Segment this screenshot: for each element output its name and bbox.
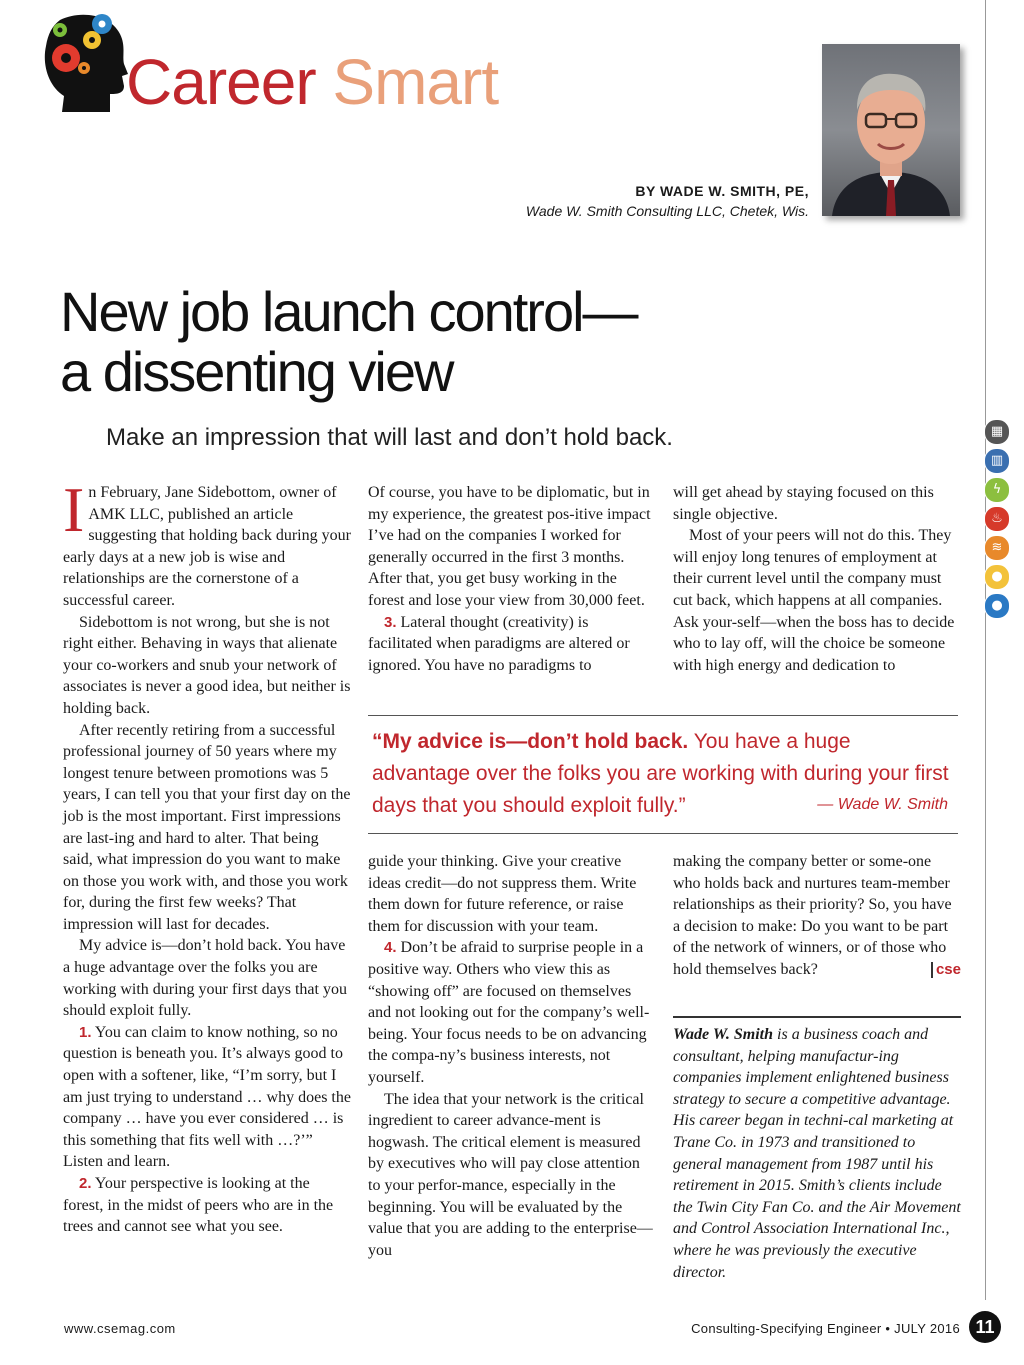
paragraph: In February, Jane Sidebottom, owner of AMK LLC, published an article suggesting that holding back during your early days at a new job is wise and relationships are the cornerstone of a successful career. (63, 474, 351, 609)
heat-waves-icon[interactable]: ≋ (984, 535, 1010, 561)
department-title (126, 46, 499, 118)
head-gears-logo-icon (40, 12, 128, 114)
author-name: BY WADE W. SMITH, PE, (635, 183, 809, 199)
building-icon[interactable]: ▥ (984, 448, 1010, 474)
page-edge-rule (985, 0, 986, 1300)
department-word-2: Smart (332, 46, 499, 118)
footer-website[interactable]: www.csemag.com (64, 1321, 176, 1336)
pull-quote-lead: “My advice is—don’t hold back. (372, 730, 689, 753)
article-column-1 (63, 474, 351, 1238)
section-tabs (984, 419, 1010, 622)
water-drop-icon[interactable]: ● (984, 593, 1010, 619)
article-column-3-bottom (673, 851, 961, 981)
paragraph: Of course, you have to be diplomatic, but in my experience, the greatest pos-itive impact I’ve had on the companies I worked for generally occurred in the first 3 months. After that, you get busy working in the forest and lose your view from 30,000 feet. (368, 484, 651, 609)
pull-quote-text: You have a huge advantage over the folks you are working with during your first days that you should exploit fully.” (372, 730, 949, 817)
article-column-2-bottom (368, 851, 656, 1261)
paragraph: Sidebottom is not wrong, but she is not right either. Behaving in ways that alienate your co-workers and snub your network of associates is never a good idea, but neither is holding back. (63, 613, 351, 717)
paragraph: 2. Your perspective is looking at the forest, in the midst of peers who are in the trees and cannot see what you see. (63, 1175, 334, 1236)
byline (526, 183, 809, 219)
cse-end-mark: cse (931, 962, 961, 978)
author-photo (822, 44, 960, 216)
bio-text: is a business coach and consultant, helping manufactur-ing companies implement enlightened business strategy to secure a competitive advantage. His career began in techni-cal marketing at Trane Co. in 1973 and transitioned to general management from 1987 until his retirement in 2015. Smith’s clients include the Twin City Fan Co. and the Air Movement and Control Association International Inc., where he was previously the executive director. (673, 1026, 961, 1281)
article-column-2-top (368, 482, 656, 676)
paragraph: 4. Don’t be afraid to surprise people in a positive way. Others who view this as “showing off” are focused on themselves and not looking out for the company’s well-being. Your focus needs to be on advancing the compa-ny’s business interests, not yourself. (368, 939, 650, 1086)
calculator-icon[interactable]: ▦ (984, 419, 1010, 445)
bio-author-name: Wade W. Smith (673, 1026, 774, 1043)
author-affiliation: Wade W. Smith Consulting LLC, Chetek, Wis. (525, 203, 809, 219)
article-deck: Make an impression that will last and don’t hold back. (106, 424, 673, 451)
flame-icon[interactable]: ♨ (984, 506, 1010, 532)
lightbulb-icon[interactable]: ● (984, 564, 1010, 590)
pull-quote (368, 715, 958, 834)
paragraph: The idea that your network is the critical ingredient to career advance-ment is hogwash. The critical element is measured by executives who will pay close attention to your perfor-mance, especially in the beginning. You will be evaluated by the value that you are adding to the enterprise—you (368, 1090, 653, 1259)
author-bio (673, 1016, 961, 1283)
list-number: 2. (79, 1175, 92, 1192)
page-number: 11 (969, 1311, 1001, 1343)
paragraph: guide your thinking. Give your creative ideas credit—do not suppress them. Write them down for future reference, or raise them for discussion with your team. (368, 853, 637, 935)
paragraph: After recently retiring from a successful professional journey of 50 years where my longest tenure between promotions was 5 years, I can tell you that your first day on the job is the most important. First impressions are last-ing and hard to alter. That being said, what impression do you want to make on those you work with, and those you work for, during the first few weeks? That impression will last for decades. (63, 721, 351, 933)
lightning-icon[interactable]: ϟ (984, 477, 1010, 503)
paragraph: My advice is—don’t hold back. You have a huge advantage over the folks you are working with during your first days that you should exploit fully. (63, 937, 347, 1020)
list-number: 1. (79, 1023, 92, 1041)
list-number: 3. (384, 613, 397, 631)
paragraph: 1. You can claim to know nothing, so no question is beneath you. It’s always good to open with a softener, like, “I’m sorry, but I am just trying to understand … why does the company … have you ever considered … is this something that fits well with …?’” Listen and learn. (63, 1023, 351, 1171)
list-number: 4. (384, 939, 397, 957)
paragraph: 3. Lateral thought (creativity) is facilitated when paradigms are altered or ignored. You have no paradigms to (368, 613, 630, 674)
pull-quote-attribution: — Wade W. Smith (817, 796, 948, 813)
department-word-1: Career (126, 46, 316, 118)
article-headline (60, 282, 760, 402)
drop-cap: I (63, 474, 85, 545)
article-column-3-top (673, 482, 961, 676)
author-portrait-icon (822, 44, 960, 216)
headline-line-2: a dissenting view (60, 340, 453, 403)
paragraph: will get ahead by staying focused on this single objective. (673, 484, 934, 523)
paragraph: making the company better or some-one who holds back and nurtures team-member relationships as their priority? So, you have a decision to make: Do you want to be part of the network of winners, or of those who hold themselves back? cse (673, 853, 961, 978)
paragraph: Most of your peers will not do this. They will enjoy long tenures of employment at their current level until the company must cut back, which happens at all companies. Ask your-self—when the boss has to decide who to lay off, will the choice be someone with high energy and dedication to (673, 527, 955, 674)
footer-publication: Consulting-Specifying Engineer • JULY 2016 (691, 1321, 960, 1336)
headline-line-1: New job launch control— (60, 280, 637, 343)
